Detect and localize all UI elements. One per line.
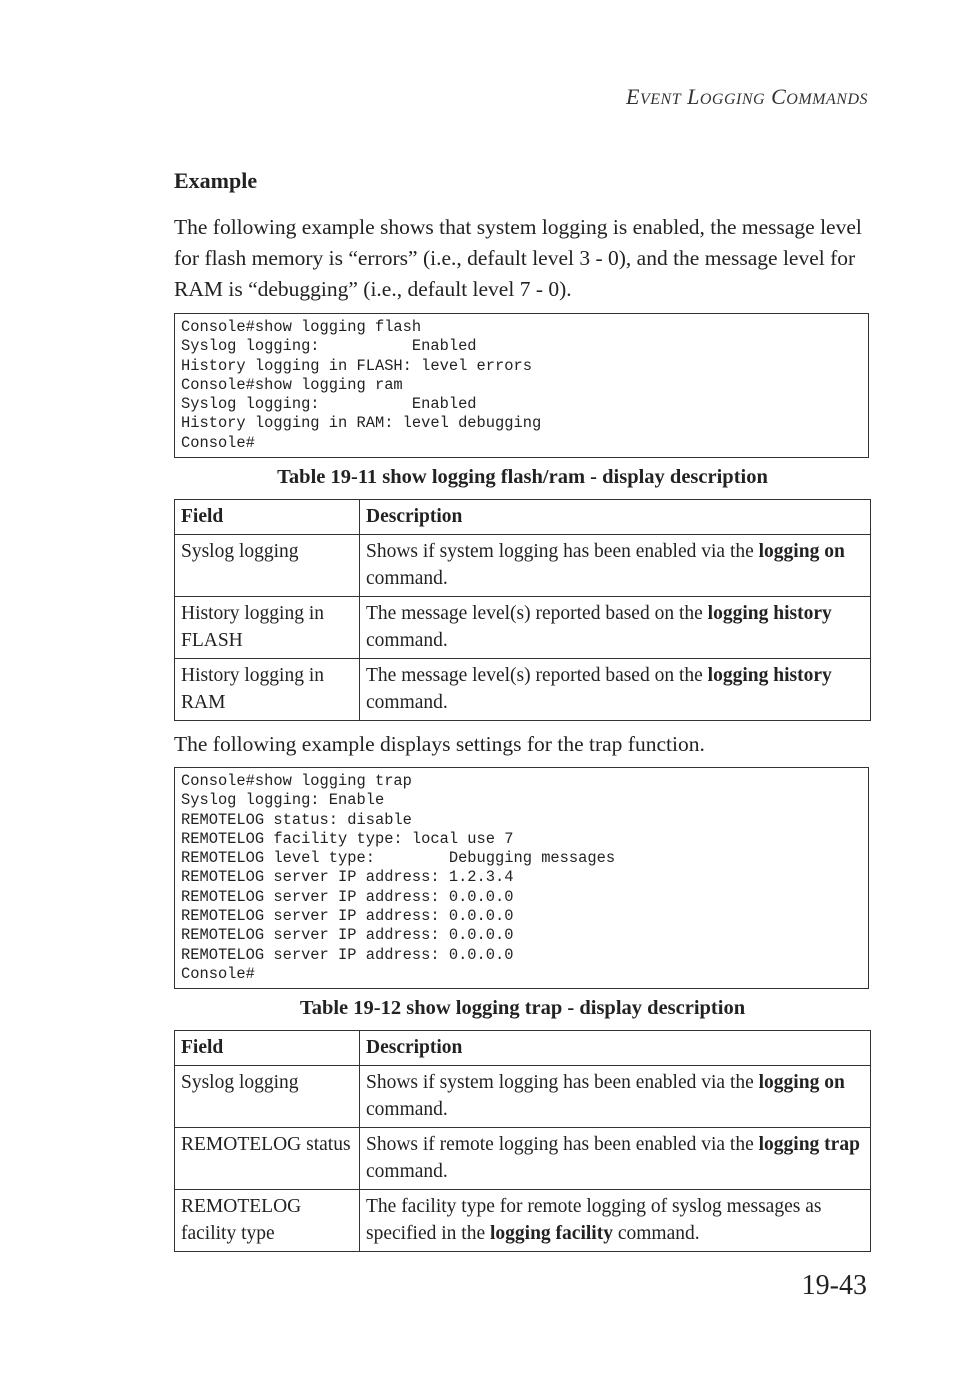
code-line: Syslog logging: Enabled [181, 395, 477, 414]
code-line: REMOTELOG status: disable [181, 810, 412, 829]
table-row [175, 1190, 871, 1252]
code-example-flash-ram [174, 313, 869, 458]
field-cell: REMOTELOG status [175, 1128, 360, 1190]
command-name: logging on [758, 541, 845, 562]
code-line: REMOTELOG server IP address: 0.0.0.0 [181, 945, 514, 964]
description-cell: The message level(s) reported based on the logging history command. [360, 597, 871, 659]
code-line: Console# [181, 433, 255, 452]
section-heading: Example [174, 168, 258, 193]
field-cell: REMOTELOG facility type [175, 1190, 360, 1252]
table-caption: Table 19-12 show logging trap - display description [299, 997, 746, 1019]
column-header: Description [360, 1031, 871, 1066]
trap-paragraph: The following example displays settings for the trap function. [174, 732, 705, 756]
field-cell: Syslog logging [175, 535, 360, 597]
code-line: Syslog logging: Enable [181, 791, 385, 810]
field-cell: History logging in RAM [175, 659, 360, 721]
page-number: 19-43 [801, 1270, 867, 1301]
description-cell: The facility type for remote logging of syslog messages as specified in the logging facility command. [360, 1190, 871, 1252]
table-row [175, 1128, 871, 1190]
column-header: Field [175, 500, 360, 535]
table-header-row [175, 500, 871, 535]
running-head: EVENT LOGGING COMMANDS [626, 84, 868, 109]
table-row [175, 535, 871, 597]
description-cell: Shows if remote logging has been enabled via the logging trap command. [360, 1128, 871, 1190]
description-table [174, 499, 871, 721]
description-cell: The message level(s) reported based on the logging history command. [360, 659, 871, 721]
code-line: REMOTELOG server IP address: 0.0.0.0 [181, 887, 514, 906]
table-row [175, 1066, 871, 1128]
description-cell: Shows if system logging has been enabled via the logging on command. [360, 1066, 871, 1128]
command-name: logging facility [490, 1223, 613, 1244]
code-line: Console#show logging ram [181, 375, 403, 394]
code-line: History logging in RAM: level debugging [181, 414, 542, 433]
code-line: REMOTELOG level type: Debugging messages [181, 849, 616, 868]
field-cell: History logging in FLASH [175, 597, 360, 659]
command-name: logging history [707, 665, 832, 686]
code-line: REMOTELOG server IP address: 1.2.3.4 [181, 868, 514, 887]
command-name: logging history [707, 603, 832, 624]
command-name: logging trap [758, 1134, 860, 1155]
description-cell: Shows if system logging has been enabled via the logging on command. [360, 535, 871, 597]
table-header-row [175, 1031, 871, 1066]
table-caption: Table 19-11 show logging flash/ram - display description [277, 466, 768, 488]
column-header: Field [175, 1031, 360, 1066]
code-line: REMOTELOG facility type: local use 7 [181, 829, 514, 848]
code-line: Console#show logging trap [181, 772, 412, 790]
intro-paragraph: The following example shows that system logging is enabled, the message level for flash memory is “errors” (i.e., default level 3 - 0), and the message level for RAM is “debugging” (i.e., default level 7 - 0). [174, 215, 862, 301]
table-row [175, 659, 871, 721]
code-line: REMOTELOG server IP address: 0.0.0.0 [181, 926, 514, 945]
code-line: REMOTELOG server IP address: 0.0.0.0 [181, 907, 514, 926]
code-line: Syslog logging: Enabled [181, 337, 477, 356]
code-line: Console#show logging flash [181, 318, 422, 336]
code-example-trap [174, 767, 869, 989]
column-header: Description [360, 500, 871, 535]
table-row [175, 597, 871, 659]
command-name: logging on [758, 1072, 845, 1093]
code-line: Console# [181, 964, 255, 983]
description-table [174, 1030, 871, 1252]
code-line: History logging in FLASH: level errors [181, 356, 532, 375]
field-cell: Syslog logging [175, 1066, 360, 1128]
